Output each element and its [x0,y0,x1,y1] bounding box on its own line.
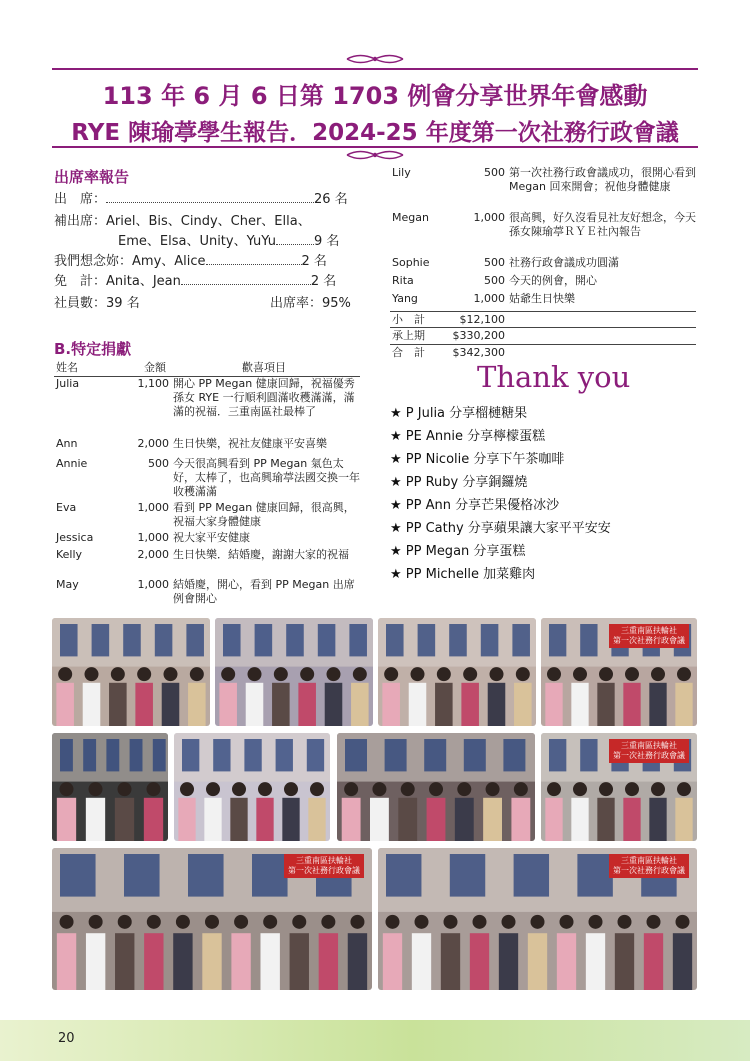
photo-banner [609,854,689,878]
ornament-top-icon [345,52,405,66]
photo-banner-line1: 三重南區扶輪社 [621,626,677,635]
event-photo [541,733,697,841]
photo-banner-line2: 第一次社務行政會議 [288,866,360,875]
event-photo [52,848,372,990]
miss-label: 我們想念妳： [54,254,133,269]
dotted-leader [181,275,311,285]
thank-you-item: ★ PP Cathy 分享蘋果讓大家平平安安 [390,521,611,536]
donor-amount: 500 [484,274,505,287]
page-title-line2: RYE 陳瑜葶學生報告．2024-25 年度第一次社務行政會議 [71,120,679,146]
event-photo [378,848,697,990]
makeup-label: 補出席： [54,214,107,229]
donor-name: May [56,578,79,591]
donor-name: Jessica [56,531,94,544]
donor-amount: 1,000 [473,292,505,305]
attendance-makeup [54,210,311,229]
thank-you-item: ★ PP Ruby 分享銅鑼燒 [390,475,528,490]
makeup-names-2: Eme、Elsa、Unity、YuYu [118,234,276,249]
miss-names: Amy、Alice [132,254,206,269]
donor-item: 生日快樂，祝社友健康平安喜樂 [173,437,327,450]
col-name-header: 姓名 [56,361,78,374]
miss-value: 2 名 [301,254,327,269]
footer-band [0,1020,750,1061]
thank-you-item: ★ PP Ann 分享芒果優格冰沙 [390,498,560,513]
donor-amount: 500 [148,457,169,470]
photo-banner-line1: 三重南區扶輪社 [296,856,352,865]
thank-you-item: ★ PP Megan 分享蛋糕 [390,544,526,559]
attendance-exempt [54,270,336,289]
exempt-names: Anita、Jean [106,274,181,289]
ornament-bottom-icon [345,148,405,162]
photo-banner-line1: 三重南區扶輪社 [621,856,677,865]
dotted-leader [106,193,314,203]
event-photo [52,733,168,841]
exempt-value: 2 名 [310,274,337,289]
photo-banner [284,854,364,878]
attendance-rate [270,292,351,311]
rate-value: 95% [322,296,351,311]
present-label: 出 席： [54,192,107,207]
event-photo [378,618,536,726]
total-value: $342,300 [452,346,505,359]
donor-item: 今天的例會，開心 [509,274,597,287]
event-photo [52,618,210,726]
donor-amount: 500 [484,256,505,269]
col-item-header: 歡喜項目 [242,361,286,374]
total-label: 合 計 [392,346,425,359]
donor-item: 很高興，好久沒看見社友好想念，今天孫女陳瑜葶ＲＹＥ社內報告 [509,211,696,238]
attendance-present [54,188,348,207]
donor-item: 今天很高興看到 PP Megan 氣色太好，太棒了，也高興瑜葶法國交換一年收穫滿滿 [173,457,360,498]
thank-you-title: Thank you [477,360,631,394]
rate-label: 出席率： [270,296,323,311]
donor-amount: 2,000 [137,437,169,450]
donor-item: 祝大家平安健康 [173,531,250,544]
makeup-value: 9 名 [313,234,340,249]
photo-banner-line2: 第一次社務行政會議 [613,866,685,875]
attendance-miss [54,250,327,269]
event-photo [337,733,535,841]
donor-item: 開心 PP Megan 健康回歸，祝福優秀孫女 RYE 一行順利圓滿收穫滿滿，滿滿的祝福．三重南區社最棒了 [173,377,355,418]
subtotal-label: 小 計 [392,313,425,326]
event-photo [215,618,373,726]
donor-amount: 1,100 [137,377,169,390]
page-title-line1: 113 年 6 月 6 日第 1703 例會分享世界年會感動 [102,82,648,110]
donor-name: Annie [56,457,88,470]
donations-heading: B.特定捐獻 [54,340,132,358]
donor-item: 第一次社務行政會議成功，很開心看到 Megan 回來開會；祝他身體健康 [509,166,696,193]
donor-name: Lily [392,166,411,179]
photo-banner [609,739,689,763]
present-value: 26 名 [314,192,348,207]
donor-amount: 1,000 [137,578,169,591]
donor-amount: 1,000 [473,211,505,224]
prev-rule [390,327,696,328]
donor-name: Sophie [392,256,430,269]
photo-banner-line2: 第一次社務行政會議 [613,636,685,645]
donor-amount: 2,000 [137,548,169,561]
thank-you-item: ★ PP Michelle 加菜雞肉 [390,567,536,582]
dotted-leader [276,235,314,245]
event-photo [174,733,330,841]
donor-amount: 1,000 [137,501,169,514]
dotted-leader [206,255,302,265]
attendance-members [54,292,140,311]
makeup-names-1: Ariel、Bis、Cindy、Cher、Ella、 [106,214,311,229]
thank-you-item: ★ PE Annie 分享檸檬蛋糕 [390,429,546,444]
donor-item: 生日快樂．結婚慶，謝謝大家的祝福 [173,548,349,561]
subtotal-rule [390,311,696,312]
donor-name: Yang [392,292,418,305]
photo-banner-line1: 三重南區扶輪社 [621,741,677,750]
donor-amount: 1,000 [137,531,169,544]
donor-item: 社務行政會議成功圓滿 [509,256,619,269]
donor-item: 看到 PP Megan 健康回歸，很高興，祝福大家身體健康 [173,501,355,528]
donor-name: Rita [392,274,414,287]
thank-you-item: ★ P Julia 分享榴槤糖果 [390,406,528,421]
attendance-heading: 出席率報告 [54,168,130,186]
donor-name: Kelly [56,548,83,561]
prev-label: 承上期 [392,329,425,342]
donor-item: 姑爺生日快樂 [509,292,575,305]
prev-value: $330,200 [452,329,505,342]
page-number: 20 [58,1031,75,1046]
donor-name: Ann [56,437,78,450]
photo-banner-line2: 第一次社務行政會議 [613,751,685,760]
donor-name: Julia [56,377,80,390]
subtotal-value: $12,100 [459,313,505,326]
donor-item: 結婚慶，開心，看到 PP Megan 出席例會開心 [173,578,355,605]
members-value: 39 名 [106,296,140,311]
photo-banner [609,624,689,648]
event-photo [541,618,697,726]
col-amount-header: 金額 [144,361,166,374]
donor-name: Megan [392,211,429,224]
exempt-label: 免 計： [54,274,107,289]
total-rule [390,344,696,345]
thank-you-item: ★ PP Nicolie 分享下午茶咖啡 [390,452,565,467]
members-label: 社員數： [54,296,107,311]
donor-name: Eva [56,501,77,514]
attendance-makeup-cont [118,230,339,249]
header-rule-top [52,68,698,70]
donor-amount: 500 [484,166,505,179]
